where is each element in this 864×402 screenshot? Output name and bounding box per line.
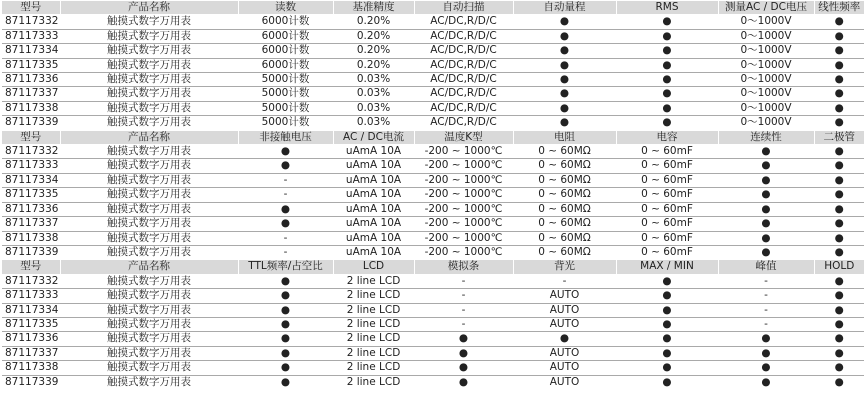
spec-cell: 0.03%: [333, 73, 414, 87]
spec-cell: ●: [718, 231, 814, 245]
spec-cell: ●: [414, 375, 513, 389]
spec-cell: 0～1000V: [718, 101, 814, 115]
model-cell: 87117339: [2, 116, 60, 130]
spec-cell: ●: [814, 346, 864, 360]
spec-cell: ●: [616, 289, 718, 303]
spec-cell: 0 ~ 60MΩ: [513, 145, 616, 159]
table-row: [2, 332, 864, 346]
spec-cell: ●: [616, 87, 718, 101]
table-row: [2, 101, 864, 115]
table-row: [2, 116, 864, 130]
col7-header: MAX / MIN: [616, 260, 718, 274]
spec-cell: 0 ~ 60mF: [616, 145, 718, 159]
model-cell: 87117338: [2, 361, 60, 375]
spec-cell: ●: [238, 332, 333, 346]
spec-cell: -: [414, 317, 513, 331]
spec-cell: AC/DC,R/D/C: [414, 29, 513, 43]
spec-cell: 6000计数: [238, 15, 333, 29]
spec-cell: -200 ~ 1000℃: [414, 159, 513, 173]
model-cell: 87117332: [2, 145, 60, 159]
spec-cell: ●: [718, 245, 814, 259]
spec-cell: ●: [238, 159, 333, 173]
spec-cell: ●: [414, 361, 513, 375]
spec-cell: ●: [616, 303, 718, 317]
spec-cell: ●: [814, 231, 864, 245]
spec-cell: 0.03%: [333, 87, 414, 101]
spec-cell: ●: [513, 116, 616, 130]
spec-cell: 2 line LCD: [333, 317, 414, 331]
model-cell: 87117338: [2, 101, 60, 115]
spec-cell: ●: [513, 73, 616, 87]
spec-cell: 0.20%: [333, 15, 414, 29]
model-header: 型号: [2, 130, 60, 144]
spec-cell: ●: [814, 245, 864, 259]
spec-cell: ●: [814, 44, 864, 58]
table-row: [2, 375, 864, 389]
spec-cell: -200 ~ 1000℃: [414, 145, 513, 159]
spec-cell: ●: [513, 87, 616, 101]
spec-cell: -: [718, 303, 814, 317]
spec-cell: ●: [616, 116, 718, 130]
spec-cell: ●: [814, 375, 864, 389]
product-name-cell: 触摸式数字万用表: [60, 346, 238, 360]
product-name-cell: 触摸式数字万用表: [60, 101, 238, 115]
model-cell: 87117332: [2, 15, 60, 29]
col6-header: 电阻: [513, 130, 616, 144]
spec-cell: AC/DC,R/D/C: [414, 101, 513, 115]
col9-header: HOLD: [814, 260, 864, 274]
product-name-cell: 触摸式数字万用表: [60, 303, 238, 317]
col8-header: 连续性: [718, 130, 814, 144]
spec-cell: 0.03%: [333, 101, 414, 115]
spec-cell: uAmA 10A: [333, 159, 414, 173]
spec-cell: 2 line LCD: [333, 303, 414, 317]
table-row: [2, 303, 864, 317]
spec-cell: -: [513, 274, 616, 288]
col6-header: 背光: [513, 260, 616, 274]
spec-cell: ●: [238, 289, 333, 303]
spec-cell: -: [238, 231, 333, 245]
spec-cell: ●: [238, 346, 333, 360]
table-row: [2, 173, 864, 187]
spec-cell: ●: [513, 44, 616, 58]
spec-cell: ●: [238, 202, 333, 216]
product-name-cell: 触摸式数字万用表: [60, 317, 238, 331]
table-row: [2, 274, 864, 288]
product-name-cell: 触摸式数字万用表: [60, 188, 238, 202]
spec-cell: ●: [814, 274, 864, 288]
spec-cell: AC/DC,R/D/C: [414, 58, 513, 72]
spec-cell: ●: [814, 58, 864, 72]
product-name-cell: 触摸式数字万用表: [60, 173, 238, 187]
spec-cell: 0 ~ 60MΩ: [513, 217, 616, 231]
spec-cell: 2 line LCD: [333, 274, 414, 288]
spec-cell: -200 ~ 1000℃: [414, 173, 513, 187]
spec-cell: -: [238, 188, 333, 202]
model-cell: 87117339: [2, 375, 60, 389]
model-cell: 87117339: [2, 245, 60, 259]
spec-cell: ●: [718, 188, 814, 202]
spec-cell: AUTO: [513, 375, 616, 389]
table-row: [2, 245, 864, 259]
spec-cell: -: [238, 173, 333, 187]
spec-cell: 0 ~ 60MΩ: [513, 245, 616, 259]
spec-cell: ●: [616, 274, 718, 288]
spec-cell: ●: [814, 73, 864, 87]
spec-cell: 0～1000V: [718, 15, 814, 29]
spec-cell: ●: [814, 289, 864, 303]
spec-cell: 2 line LCD: [333, 361, 414, 375]
product-name-header: 产品名称: [60, 130, 238, 144]
table-row: [2, 159, 864, 173]
model-cell: 87117332: [2, 274, 60, 288]
col5-header: 自动扫描: [414, 1, 513, 15]
product-name-cell: 触摸式数字万用表: [60, 159, 238, 173]
table-row: [2, 217, 864, 231]
spec-cell: AC/DC,R/D/C: [414, 116, 513, 130]
spec-cell: uAmA 10A: [333, 145, 414, 159]
spec-cell: AC/DC,R/D/C: [414, 73, 513, 87]
spec-cell: ●: [718, 145, 814, 159]
spec-cell: 0 ~ 60MΩ: [513, 173, 616, 187]
product-name-cell: 触摸式数字万用表: [60, 289, 238, 303]
product-name-cell: 触摸式数字万用表: [60, 361, 238, 375]
model-cell: 87117336: [2, 332, 60, 346]
spec-cell: -: [718, 317, 814, 331]
spec-cell: 0 ~ 60MΩ: [513, 159, 616, 173]
spec-cell: ●: [414, 346, 513, 360]
product-name-cell: 触摸式数字万用表: [60, 332, 238, 346]
spec-cell: -200 ~ 1000℃: [414, 217, 513, 231]
product-name-cell: 触摸式数字万用表: [60, 87, 238, 101]
spec-cell: uAmA 10A: [333, 217, 414, 231]
spec-cell: ●: [814, 87, 864, 101]
product-name-cell: 触摸式数字万用表: [60, 145, 238, 159]
spec-cell: 2 line LCD: [333, 375, 414, 389]
table-row: [2, 231, 864, 245]
section-header-row: [2, 260, 864, 274]
spec-cell: AUTO: [513, 289, 616, 303]
spec-cell: 0～1000V: [718, 44, 814, 58]
spec-cell: ●: [814, 303, 864, 317]
spec-cell: AUTO: [513, 303, 616, 317]
spec-cell: 6000计数: [238, 29, 333, 43]
product-name-cell: 触摸式数字万用表: [60, 274, 238, 288]
product-name-cell: 触摸式数字万用表: [60, 116, 238, 130]
model-cell: 87117333: [2, 289, 60, 303]
spec-cell: ●: [718, 217, 814, 231]
spec-cell: uAmA 10A: [333, 188, 414, 202]
spec-cell: 0～1000V: [718, 58, 814, 72]
spec-cell: ●: [814, 101, 864, 115]
model-cell: 87117333: [2, 29, 60, 43]
spec-cell: AC/DC,R/D/C: [414, 87, 513, 101]
model-cell: 87117336: [2, 202, 60, 216]
table-row: [2, 188, 864, 202]
spec-cell: -: [414, 274, 513, 288]
col3-header: TTL频率/占空比: [238, 260, 333, 274]
spec-cell: ●: [513, 15, 616, 29]
col4-header: AC / DC电流: [333, 130, 414, 144]
table-row: [2, 87, 864, 101]
spec-cell: 0 ~ 60mF: [616, 231, 718, 245]
spec-cell: ●: [238, 217, 333, 231]
spec-cell: 0 ~ 60mF: [616, 202, 718, 216]
spec-cell: 5000计数: [238, 101, 333, 115]
spec-cell: ●: [414, 332, 513, 346]
product-name-cell: 触摸式数字万用表: [60, 375, 238, 389]
spec-cell: 0 ~ 60mF: [616, 217, 718, 231]
model-header: 型号: [2, 1, 60, 15]
spec-cell: ●: [814, 145, 864, 159]
spec-cell: ●: [238, 274, 333, 288]
col8-header: 测量AC / DC电压: [718, 1, 814, 15]
table-row: [2, 289, 864, 303]
table-row: [2, 145, 864, 159]
spec-cell: ●: [718, 202, 814, 216]
spec-cell: 0～1000V: [718, 116, 814, 130]
spec-cell: ●: [616, 361, 718, 375]
section-header-row: [2, 130, 864, 144]
spec-cell: ●: [238, 361, 333, 375]
spec-cell: -200 ~ 1000℃: [414, 245, 513, 259]
product-name-header: 产品名称: [60, 1, 238, 15]
table-row: [2, 44, 864, 58]
spec-cell: ●: [238, 303, 333, 317]
spec-cell: 0～1000V: [718, 29, 814, 43]
spec-cell: AUTO: [513, 317, 616, 331]
col8-header: 峰值: [718, 260, 814, 274]
spec-cell: ●: [616, 101, 718, 115]
product-name-cell: 触摸式数字万用表: [60, 217, 238, 231]
model-cell: 87117337: [2, 346, 60, 360]
col7-header: RMS: [616, 1, 718, 15]
table-row: [2, 317, 864, 331]
table-row: [2, 202, 864, 216]
spec-cell: 0 ~ 60mF: [616, 159, 718, 173]
product-name-cell: 触摸式数字万用表: [60, 58, 238, 72]
model-header: 型号: [2, 260, 60, 274]
spec-cell: 0.03%: [333, 116, 414, 130]
spec-cell: ●: [718, 173, 814, 187]
col6-header: 自动量程: [513, 1, 616, 15]
spec-cell: ●: [616, 346, 718, 360]
spec-cell: ●: [238, 317, 333, 331]
model-cell: 87117335: [2, 317, 60, 331]
model-cell: 87117334: [2, 44, 60, 58]
spec-cell: 0 ~ 60MΩ: [513, 188, 616, 202]
model-cell: 87117334: [2, 173, 60, 187]
spec-cell: ●: [718, 346, 814, 360]
spec-cell: 0～1000V: [718, 87, 814, 101]
product-name-cell: 触摸式数字万用表: [60, 29, 238, 43]
spec-cell: ●: [814, 173, 864, 187]
spec-cell: ●: [238, 145, 333, 159]
spec-cell: 0 ~ 60mF: [616, 173, 718, 187]
spec-cell: -200 ~ 1000℃: [414, 231, 513, 245]
table-row: [2, 29, 864, 43]
spec-cell: ●: [513, 58, 616, 72]
col3-header: 非接触电压: [238, 130, 333, 144]
spec-cell: ●: [616, 29, 718, 43]
spec-cell: 2 line LCD: [333, 346, 414, 360]
product-name-cell: 触摸式数字万用表: [60, 15, 238, 29]
col3-header: 读数: [238, 1, 333, 15]
table-row: [2, 361, 864, 375]
spec-cell: ●: [814, 116, 864, 130]
spec-cell: 5000计数: [238, 116, 333, 130]
spec-cell: -: [718, 274, 814, 288]
spec-cell: -: [718, 289, 814, 303]
spec-cell: 0～1000V: [718, 73, 814, 87]
spec-cell: AC/DC,R/D/C: [414, 15, 513, 29]
spec-cell: -: [238, 245, 333, 259]
spec-cell: -200 ~ 1000℃: [414, 202, 513, 216]
model-cell: 87117338: [2, 231, 60, 245]
product-name-header: 产品名称: [60, 260, 238, 274]
table-body: [2, 1, 864, 390]
model-cell: 87117335: [2, 58, 60, 72]
product-name-cell: 触摸式数字万用表: [60, 202, 238, 216]
spec-cell: uAmA 10A: [333, 202, 414, 216]
spec-cell: -200 ~ 1000℃: [414, 188, 513, 202]
spec-cell: 0 ~ 60mF: [616, 188, 718, 202]
model-cell: 87117335: [2, 188, 60, 202]
spec-cell: 2 line LCD: [333, 332, 414, 346]
spec-cell: ●: [814, 217, 864, 231]
product-name-cell: 触摸式数字万用表: [60, 44, 238, 58]
col4-header: 基准精度: [333, 1, 414, 15]
spec-cell: AC/DC,R/D/C: [414, 44, 513, 58]
spec-cell: AUTO: [513, 361, 616, 375]
spec-cell: ●: [616, 15, 718, 29]
spec-cell: ●: [513, 29, 616, 43]
spec-cell: ●: [238, 375, 333, 389]
model-cell: 87117334: [2, 303, 60, 317]
product-name-cell: 触摸式数字万用表: [60, 73, 238, 87]
spec-cell: 0.20%: [333, 29, 414, 43]
spec-cell: ●: [616, 73, 718, 87]
spec-cell: uAmA 10A: [333, 231, 414, 245]
col4-header: LCD: [333, 260, 414, 274]
spec-cell: ●: [718, 361, 814, 375]
col9-header: 二极管: [814, 130, 864, 144]
spec-cell: ●: [814, 332, 864, 346]
table-row: [2, 73, 864, 87]
spec-cell: ●: [718, 332, 814, 346]
spec-cell: 0 ~ 60MΩ: [513, 202, 616, 216]
spec-cell: AUTO: [513, 346, 616, 360]
spec-cell: ●: [718, 159, 814, 173]
spec-cell: ●: [814, 15, 864, 29]
model-cell: 87117336: [2, 73, 60, 87]
model-cell: 87117337: [2, 87, 60, 101]
spec-cell: -: [414, 289, 513, 303]
spec-cell: -: [414, 303, 513, 317]
spec-table: [2, 0, 864, 390]
spec-cell: ●: [814, 202, 864, 216]
spec-cell: ●: [616, 375, 718, 389]
spec-cell: ●: [616, 58, 718, 72]
spec-cell: 5000计数: [238, 73, 333, 87]
spec-cell: ●: [616, 317, 718, 331]
section-header-row: [2, 1, 864, 15]
model-cell: 87117337: [2, 217, 60, 231]
spec-cell: ●: [513, 332, 616, 346]
spec-cell: ●: [616, 44, 718, 58]
product-name-cell: 触摸式数字万用表: [60, 245, 238, 259]
spec-cell: ●: [814, 159, 864, 173]
spec-cell: ●: [814, 361, 864, 375]
spec-cell: 6000计数: [238, 44, 333, 58]
spec-cell: 0.20%: [333, 44, 414, 58]
product-name-cell: 触摸式数字万用表: [60, 231, 238, 245]
spec-cell: ●: [718, 375, 814, 389]
table-row: [2, 15, 864, 29]
table-row: [2, 346, 864, 360]
spec-cell: ●: [814, 29, 864, 43]
model-cell: 87117333: [2, 159, 60, 173]
col7-header: 电容: [616, 130, 718, 144]
table-row: [2, 58, 864, 72]
spec-cell: ●: [616, 332, 718, 346]
spec-cell: uAmA 10A: [333, 173, 414, 187]
spec-cell: 2 line LCD: [333, 289, 414, 303]
spec-cell: 0.20%: [333, 58, 414, 72]
spec-cell: 5000计数: [238, 87, 333, 101]
spec-cell: ●: [814, 317, 864, 331]
spec-cell: ●: [513, 101, 616, 115]
spec-cell: ●: [814, 188, 864, 202]
col5-header: 温度K型: [414, 130, 513, 144]
spec-cell: uAmA 10A: [333, 245, 414, 259]
spec-cell: 0 ~ 60mF: [616, 245, 718, 259]
col5-header: 模拟条: [414, 260, 513, 274]
col9-header: 线性频率: [814, 1, 864, 15]
spec-cell: 6000计数: [238, 58, 333, 72]
spec-cell: 0 ~ 60MΩ: [513, 231, 616, 245]
